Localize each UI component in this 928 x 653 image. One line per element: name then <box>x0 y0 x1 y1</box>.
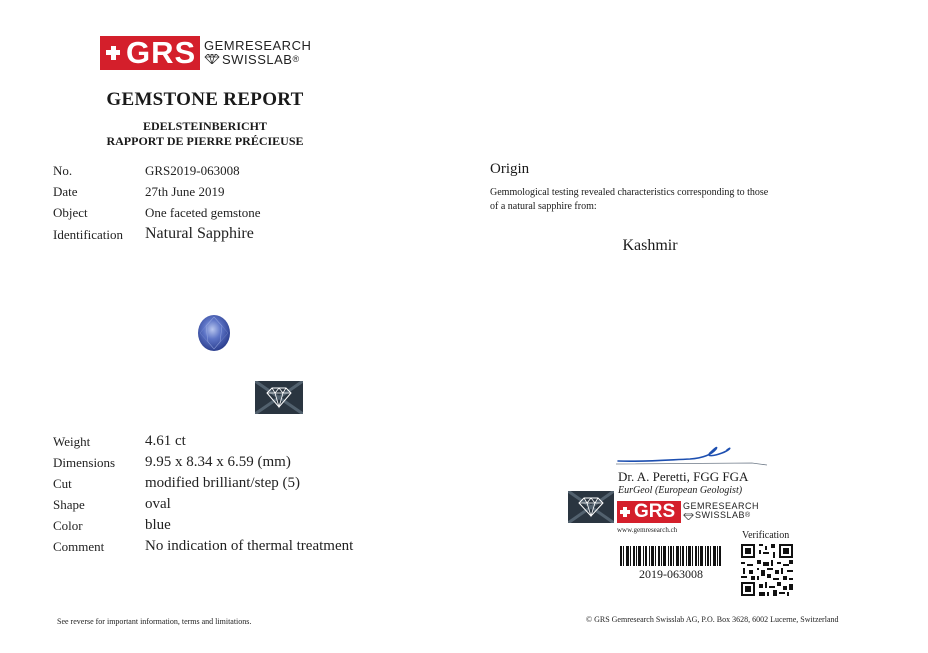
detail-row-cut <box>53 476 413 497</box>
info-row-identification <box>53 226 383 248</box>
info-label: Identification <box>53 227 124 242</box>
grs-logo-small-mark-text: GRS <box>634 501 676 522</box>
detail-value: blue <box>145 517 171 533</box>
diamond-icon <box>204 54 220 64</box>
website-url: www.gemresearch.ch <box>617 526 678 534</box>
registered-mark-icon: ® <box>292 53 300 64</box>
detail-value: oval <box>145 496 171 512</box>
detail-label: Comment <box>53 539 105 554</box>
info-row-number <box>53 163 383 183</box>
info-row-date <box>53 184 383 204</box>
report-subtitle-fr: RAPPORT DE PIERRE PRÉCIEUSE <box>106 134 304 148</box>
origin-location: Kashmir <box>622 237 678 254</box>
detail-label: Weight <box>53 434 91 449</box>
signature-scribble <box>612 441 772 469</box>
grs-logo-mark-text: GRS <box>126 35 197 70</box>
grs-logo-text <box>204 39 311 66</box>
detail-value: 9.95 x 8.34 x 6.59 (mm) <box>145 454 291 470</box>
detail-row-weight <box>53 434 413 455</box>
grs-logo-mark <box>100 36 200 70</box>
signatory-name: Dr. A. Peretti, FGG FGA <box>618 469 749 484</box>
detail-label: Cut <box>53 476 72 491</box>
logo-line-2: SWISSLAB <box>222 51 293 67</box>
detail-row-shape <box>53 497 413 518</box>
grs-logo-small-text <box>683 502 759 521</box>
gemstone-photo <box>196 314 232 352</box>
grs-logo-small <box>617 501 760 523</box>
detail-row-color <box>53 518 413 539</box>
footer-disclaimer: See reverse for important information, terms and limitations. <box>57 617 252 626</box>
info-label: No. <box>53 163 73 178</box>
detail-label: Color <box>53 518 83 533</box>
logo-small-line-2: SWISSLAB <box>695 510 746 521</box>
origin-description-line-2: of a natural sapphire from: <box>490 201 597 212</box>
detail-label: Dimensions <box>53 455 116 470</box>
info-value: Natural Sapphire <box>145 225 254 242</box>
signatory-title: EurGeol (European Geologist) <box>618 485 743 496</box>
hologram-seal-small-icon <box>568 491 614 523</box>
detail-row-dimensions <box>53 455 413 476</box>
barcode <box>620 546 722 566</box>
grs-logo <box>100 36 310 70</box>
info-value: One faceted gemstone <box>145 205 261 220</box>
grs-logo-small-mark <box>617 501 681 523</box>
detail-value: modified brilliant/step (5) <box>145 475 300 491</box>
logo-line-1: GEMRESEARCH <box>204 38 312 53</box>
report-subtitle-de: EDELSTEINBERICHT <box>142 119 268 133</box>
registered-mark-small-icon: ® <box>745 512 751 520</box>
swiss-cross-icon <box>100 36 124 70</box>
detail-label: Shape <box>53 497 85 512</box>
stone-details <box>53 434 413 564</box>
logo-small-line-1: GEMRESEARCH <box>683 501 760 511</box>
verification-qr-code[interactable] <box>741 544 793 596</box>
swiss-cross-small-icon <box>617 501 633 523</box>
detail-row-comment <box>53 539 413 560</box>
barcode-number: 2019-063008 <box>639 567 703 581</box>
verification-label: Verification <box>742 530 790 541</box>
origin-description-line-1: Gemmological testing revealed characteristics corresponding to those <box>490 187 769 198</box>
info-row-object <box>53 205 383 225</box>
info-value: GRS2019-063008 <box>145 163 240 178</box>
info-value: 27th June 2019 <box>145 184 225 199</box>
footer-copyright: © GRS Gemresearch Swisslab AG, P.O. Box 3628, 6002 Lucerne, Switzerland <box>586 615 839 624</box>
info-label: Object <box>53 205 88 220</box>
detail-value: No indication of thermal treatment <box>145 538 354 554</box>
report-title: GEMSTONE REPORT <box>106 89 304 110</box>
detail-value: 4.61 ct <box>145 433 186 449</box>
diamond-small-icon <box>683 513 694 520</box>
hologram-seal-icon <box>255 381 303 414</box>
origin-heading: Origin <box>490 161 530 177</box>
info-label: Date <box>53 184 78 199</box>
